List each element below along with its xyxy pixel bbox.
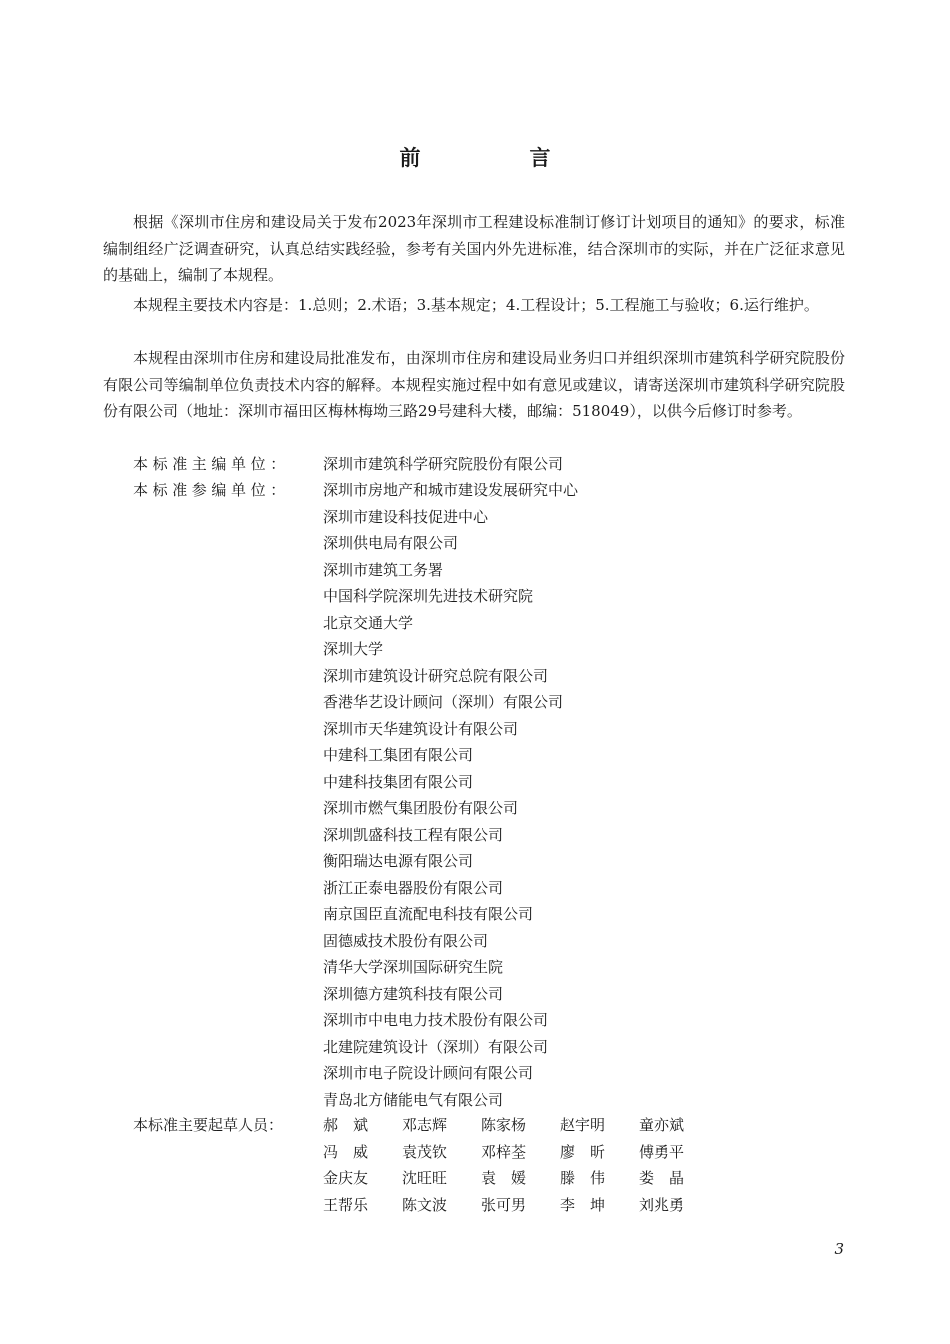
participating-unit-item: 深圳市房地产和城市建设发展研究中心 [323, 481, 579, 499]
participating-unit-item: 香港华艺设计顾问（深圳）有限公司 [323, 693, 564, 711]
drafter-name: 傅勇平 [639, 1142, 685, 1161]
participating-unit-item: 中建科工集团有限公司 [323, 746, 474, 764]
drafters-list [323, 1112, 743, 1218]
drafter-name: 袁 媛 [481, 1169, 527, 1187]
drafter-name: 冯 威 [323, 1142, 369, 1161]
participating-unit-item: 深圳大学 [323, 640, 384, 658]
drafter-name: 袁茂钦 [402, 1142, 448, 1161]
drafter-name: 刘兆勇 [639, 1195, 685, 1214]
chief-unit-label: 本标准主编单位： [133, 455, 290, 473]
chief-unit-name: 深圳市建筑科学研究院股份有限公司 [323, 455, 564, 473]
participating-unit-item: 南京国臣直流配电科技有限公司 [323, 905, 534, 923]
participating-units-list [323, 477, 823, 1113]
drafter-name: 王帮乐 [323, 1195, 369, 1214]
participating-unit-item: 深圳供电局有限公司 [323, 534, 459, 552]
page-number: 3 [834, 1240, 844, 1258]
drafter-name: 郝 斌 [323, 1116, 369, 1134]
participating-unit-item: 深圳市电子院设计顾问有限公司 [323, 1064, 534, 1082]
chief-unit-value [323, 451, 823, 478]
drafter-name: 童亦斌 [639, 1116, 685, 1134]
participating-unit-item: 北建院建筑设计（深圳）有限公司 [323, 1037, 549, 1056]
drafter-name: 张可男 [481, 1195, 527, 1214]
drafter-name: 廖 昕 [560, 1142, 606, 1161]
drafter-name: 邓梓荃 [481, 1142, 527, 1161]
drafters-label: 本标准主要起草人员： [133, 1116, 284, 1134]
participating-unit-item: 深圳市建筑工务署 [323, 560, 444, 579]
participating-unit-item: 青岛北方储能电气有限公司 [323, 1090, 504, 1109]
participating-unit-item: 浙江正泰电器股份有限公司 [323, 878, 504, 897]
drafter-name: 陈文波 [402, 1195, 448, 1214]
drafter-name: 金庆友 [323, 1169, 369, 1187]
drafter-name: 赵宇明 [560, 1116, 606, 1134]
participating-unit-item: 清华大学深圳国际研究生院 [323, 958, 504, 976]
participating-unit-item: 固德威技术股份有限公司 [323, 931, 489, 950]
participating-unit-item: 北京交通大学 [323, 613, 414, 632]
participating-unit-item: 深圳市建筑设计研究总院有限公司 [323, 666, 549, 685]
participating-unit-item: 深圳市燃气集团股份有限公司 [323, 799, 519, 817]
preface-paragraph-3: 本规程由深圳市住房和建设局批准发布，由深圳市住房和建设局业务归口并组织深圳市建筑科学研究院股份有限公司等编制单位负责技术内容的解释。本规程实施过程中如有意见或建议，请寄送深圳市建筑科学研究院股份有限公司（地址：深圳市福田区梅林梅坳三路29号建科大楼，邮编：518049），以供今后修订时参考。 [103, 349, 845, 420]
drafter-name: 沈旺旺 [402, 1169, 448, 1187]
page-title: 前 言 [399, 145, 595, 170]
drafters-row [323, 1192, 743, 1219]
participating-unit-item: 衡阳瑞达电源有限公司 [323, 852, 474, 870]
preface-paragraph-1: 根据《深圳市住房和建设局关于发布2023年深圳市工程建设标准制订修订计划项目的通知》的要求，标准编制组经广泛调查研究，认真总结实践经验，参考有关国内外先进标准，结合深圳市的实际，并在广泛征求意见的基础上，编制了本规程。 [103, 213, 845, 284]
drafter-name: 李 坤 [560, 1195, 606, 1214]
drafters-row [323, 1139, 743, 1166]
drafters-row [323, 1165, 743, 1192]
drafter-name: 娄 晶 [639, 1169, 685, 1187]
participating-unit-item: 中建科技集团有限公司 [323, 772, 474, 791]
drafter-name: 陈家杨 [481, 1116, 527, 1134]
participating-unit-item: 深圳凯盛科技工程有限公司 [323, 825, 504, 844]
participating-unit-item: 深圳市建设科技促进中心 [323, 507, 489, 526]
drafters-row [323, 1112, 743, 1139]
participating-unit-item: 深圳市天华建筑设计有限公司 [323, 719, 519, 738]
drafter-name: 滕 伟 [560, 1169, 606, 1187]
participating-unit-item: 中国科学院深圳先进技术研究院 [323, 587, 534, 605]
participating-unit-item: 深圳市中电电力技术股份有限公司 [323, 1011, 549, 1029]
participating-units-label: 本标准参编单位： [133, 481, 290, 499]
drafter-name: 邓志辉 [402, 1116, 448, 1134]
preface-paragraph-2: 本规程主要技术内容是：1.总则；2.术语；3.基本规定；4.工程设计；5.工程施工与验收；6.运行维护。 [133, 296, 819, 314]
participating-unit-item: 深圳德方建筑科技有限公司 [323, 984, 504, 1003]
